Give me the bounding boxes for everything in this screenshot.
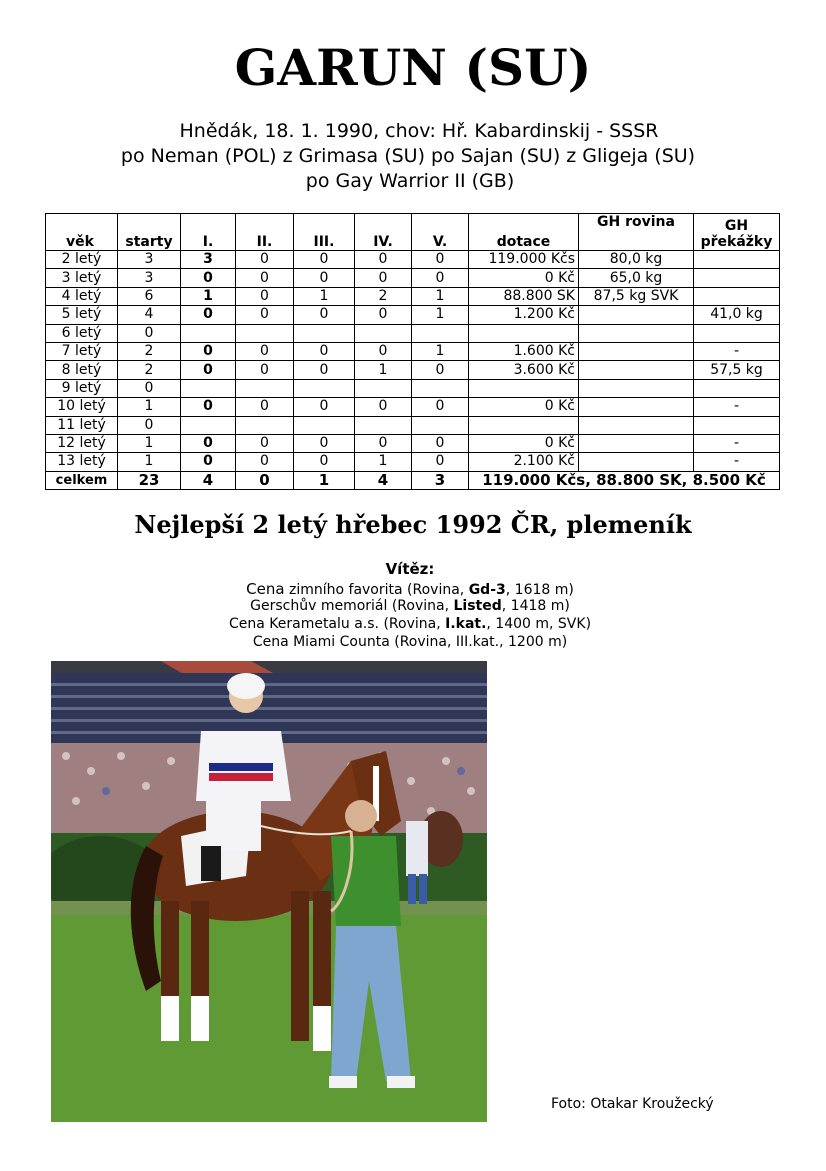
table-cell	[694, 251, 780, 269]
table-cell: 3	[118, 251, 181, 269]
table-cell: 1	[118, 434, 181, 452]
table-row	[46, 269, 780, 287]
table-cell: 0 Kč	[469, 434, 579, 452]
table-cell: 0	[355, 434, 412, 452]
table-row	[46, 306, 780, 324]
table-cell: 7 letý	[46, 342, 118, 360]
table-cell: 1	[412, 287, 469, 305]
table-cell: 0	[181, 398, 236, 416]
table-cell	[412, 324, 469, 342]
table-row	[46, 416, 780, 434]
winner-race-1: Cena zimního favorita (Rovina, Gd-3, 1618 m)	[246, 580, 574, 598]
table-cell	[579, 434, 694, 452]
table-cell: 2	[118, 342, 181, 360]
col-header-fourth: IV.	[355, 214, 412, 251]
table-cell: 0	[294, 251, 355, 269]
col-header-gh-flat: GH rovina	[579, 214, 694, 251]
table-cell: 0	[236, 398, 294, 416]
table-cell: 0	[412, 361, 469, 379]
table-cell: 0	[181, 269, 236, 287]
table-cell: 0	[412, 251, 469, 269]
table-cell	[694, 269, 780, 287]
table-cell	[694, 324, 780, 342]
table-cell	[469, 324, 579, 342]
table-cell	[694, 416, 780, 434]
table-cell: 0	[181, 361, 236, 379]
table-cell	[181, 416, 236, 434]
table-cell: 0	[118, 324, 181, 342]
table-cell	[355, 416, 412, 434]
total-starts: 23	[118, 471, 181, 489]
table-row	[46, 287, 780, 305]
table-cell: 0	[294, 434, 355, 452]
table-cell: 3	[181, 251, 236, 269]
col-header-earnings: dotace	[469, 214, 579, 251]
total-first: 4	[181, 471, 236, 489]
table-cell	[355, 324, 412, 342]
table-cell: 0	[294, 453, 355, 471]
table-cell	[694, 379, 780, 397]
table-cell: 1.200 Kč	[469, 306, 579, 324]
table-row	[46, 251, 780, 269]
table-cell: 1	[181, 287, 236, 305]
table-cell: 0	[118, 379, 181, 397]
table-cell: 0	[236, 287, 294, 305]
table-cell: 2	[118, 361, 181, 379]
total-fourth: 4	[355, 471, 412, 489]
table-cell: 0	[412, 398, 469, 416]
table-cell: 1.600 Kč	[469, 342, 579, 360]
col-header-starts: starty	[118, 214, 181, 251]
horse-with-jockey-illustration	[51, 661, 487, 1122]
table-cell: 5 letý	[46, 306, 118, 324]
table-cell: 1	[412, 306, 469, 324]
table-cell: 0	[294, 269, 355, 287]
table-cell	[181, 379, 236, 397]
table-cell: 0	[236, 453, 294, 471]
table-cell: 41,0 kg	[694, 306, 780, 324]
total-earnings: 119.000 Kčs, 88.800 SK, 8.500 Kč	[469, 471, 780, 489]
table-row	[46, 398, 780, 416]
table-cell	[579, 398, 694, 416]
table-cell: 3	[118, 269, 181, 287]
table-cell: 9 letý	[46, 379, 118, 397]
table-cell	[236, 324, 294, 342]
table-cell: 0	[236, 269, 294, 287]
table-row	[46, 324, 780, 342]
table-cell: 0 Kč	[469, 398, 579, 416]
table-cell: 0	[181, 342, 236, 360]
table-cell	[236, 416, 294, 434]
table-cell: 3.600 Kč	[469, 361, 579, 379]
total-third: 1	[294, 471, 355, 489]
winner-label: Vítěz:	[385, 560, 435, 578]
table-cell: 57,5 kg	[694, 361, 780, 379]
table-cell: 1	[118, 398, 181, 416]
table-cell: 0	[412, 434, 469, 452]
pedigree-line-3: po Gay Warrior II (GB)	[305, 170, 515, 192]
total-label: celkem	[46, 471, 118, 489]
table-cell: 0	[355, 251, 412, 269]
table-cell: 0	[236, 251, 294, 269]
table-cell	[294, 324, 355, 342]
table-cell	[579, 306, 694, 324]
table-cell: 0	[236, 342, 294, 360]
table-cell: 0	[294, 306, 355, 324]
table-cell: 0	[181, 434, 236, 452]
table-cell: 13 letý	[46, 453, 118, 471]
table-row	[46, 453, 780, 471]
table-cell: -	[694, 434, 780, 452]
table-row	[46, 379, 780, 397]
table-cell: 12 letý	[46, 434, 118, 452]
table-cell: 3 letý	[46, 269, 118, 287]
table-row	[46, 361, 780, 379]
table-header-row	[46, 214, 780, 251]
horse-photo	[51, 661, 487, 1122]
table-cell: 6 letý	[46, 324, 118, 342]
table-cell: 2 letý	[46, 251, 118, 269]
achievement-headline: Nejlepší 2 letý hřebec 1992 ČR, plemeník	[134, 510, 692, 539]
table-row	[46, 434, 780, 452]
page-title: GARUN (SU)	[234, 38, 592, 97]
table-cell: 87,5 kg SVK	[579, 287, 694, 305]
table-cell: 4	[118, 306, 181, 324]
table-cell	[579, 416, 694, 434]
table-cell: 1	[355, 361, 412, 379]
table-cell: 0	[412, 453, 469, 471]
table-cell: 0	[355, 306, 412, 324]
table-cell: 4 letý	[46, 287, 118, 305]
table-cell	[469, 379, 579, 397]
table-cell: 11 letý	[46, 416, 118, 434]
pedigree-line-1: Hnědák, 18. 1. 1990, chov: Hř. Kabardinskij - SSSR	[179, 120, 659, 142]
table-cell: 2.100 Kč	[469, 453, 579, 471]
table-cell: 6	[118, 287, 181, 305]
table-cell	[294, 379, 355, 397]
table-cell: 0	[412, 269, 469, 287]
table-cell	[694, 287, 780, 305]
race-record-table	[45, 213, 780, 490]
table-cell	[294, 416, 355, 434]
col-header-age: věk	[46, 214, 118, 251]
table-cell: 0	[355, 269, 412, 287]
table-cell: 0	[236, 306, 294, 324]
winner-race-4: Cena Miami Counta (Rovina, III.kat., 1200 m)	[252, 634, 568, 650]
table-cell: 88.800 SK	[469, 287, 579, 305]
table-cell	[579, 379, 694, 397]
col-header-third: III.	[294, 214, 355, 251]
table-cell	[579, 324, 694, 342]
table-cell: 0	[181, 453, 236, 471]
table-cell: 10 letý	[46, 398, 118, 416]
table-cell	[236, 379, 294, 397]
table-cell	[579, 453, 694, 471]
table-cell: 0	[236, 361, 294, 379]
table-cell: 0	[355, 342, 412, 360]
table-cell: 65,0 kg	[579, 269, 694, 287]
table-cell	[469, 416, 579, 434]
table-cell	[355, 379, 412, 397]
table-cell: 1	[355, 453, 412, 471]
table-cell: 0	[294, 361, 355, 379]
table-cell: 119.000 Kčs	[469, 251, 579, 269]
table-cell: -	[694, 453, 780, 471]
table-row	[46, 342, 780, 360]
table-total-row	[46, 471, 780, 489]
table-cell	[412, 379, 469, 397]
table-cell: 0	[355, 398, 412, 416]
table-cell: 0	[236, 434, 294, 452]
table-cell: 1	[294, 287, 355, 305]
table-cell: 0	[294, 342, 355, 360]
table-cell: 0 Kč	[469, 269, 579, 287]
table-cell	[181, 324, 236, 342]
table-cell: 1	[412, 342, 469, 360]
pedigree-line-2: po Neman (POL) z Grimasa (SU) po Sajan (SU) z Gligeja (SU)	[120, 145, 696, 167]
table-cell	[579, 361, 694, 379]
col-header-first: I.	[181, 214, 236, 251]
table-cell: 2	[355, 287, 412, 305]
table-cell: -	[694, 342, 780, 360]
table-cell: 1	[118, 453, 181, 471]
table-cell: 8 letý	[46, 361, 118, 379]
table-cell: 0	[118, 416, 181, 434]
table-cell	[579, 342, 694, 360]
photo-credit: Foto: Otakar Kroužecký	[551, 1096, 714, 1112]
col-header-second: II.	[236, 214, 294, 251]
table-cell: -	[694, 398, 780, 416]
table-cell: 0	[181, 306, 236, 324]
winner-race-2: Gerschův memoriál (Rovina, Listed, 1418 m)	[250, 598, 570, 614]
table-cell: 0	[294, 398, 355, 416]
col-header-fifth: V.	[412, 214, 469, 251]
table-cell	[412, 416, 469, 434]
total-fifth: 3	[412, 471, 469, 489]
total-second: 0	[236, 471, 294, 489]
winner-race-3: Cena Kerametalu a.s. (Rovina, I.kat., 1400 m, SVK)	[228, 616, 592, 632]
col-header-gh-jumps: GH překážky	[694, 214, 780, 251]
table-cell: 80,0 kg	[579, 251, 694, 269]
